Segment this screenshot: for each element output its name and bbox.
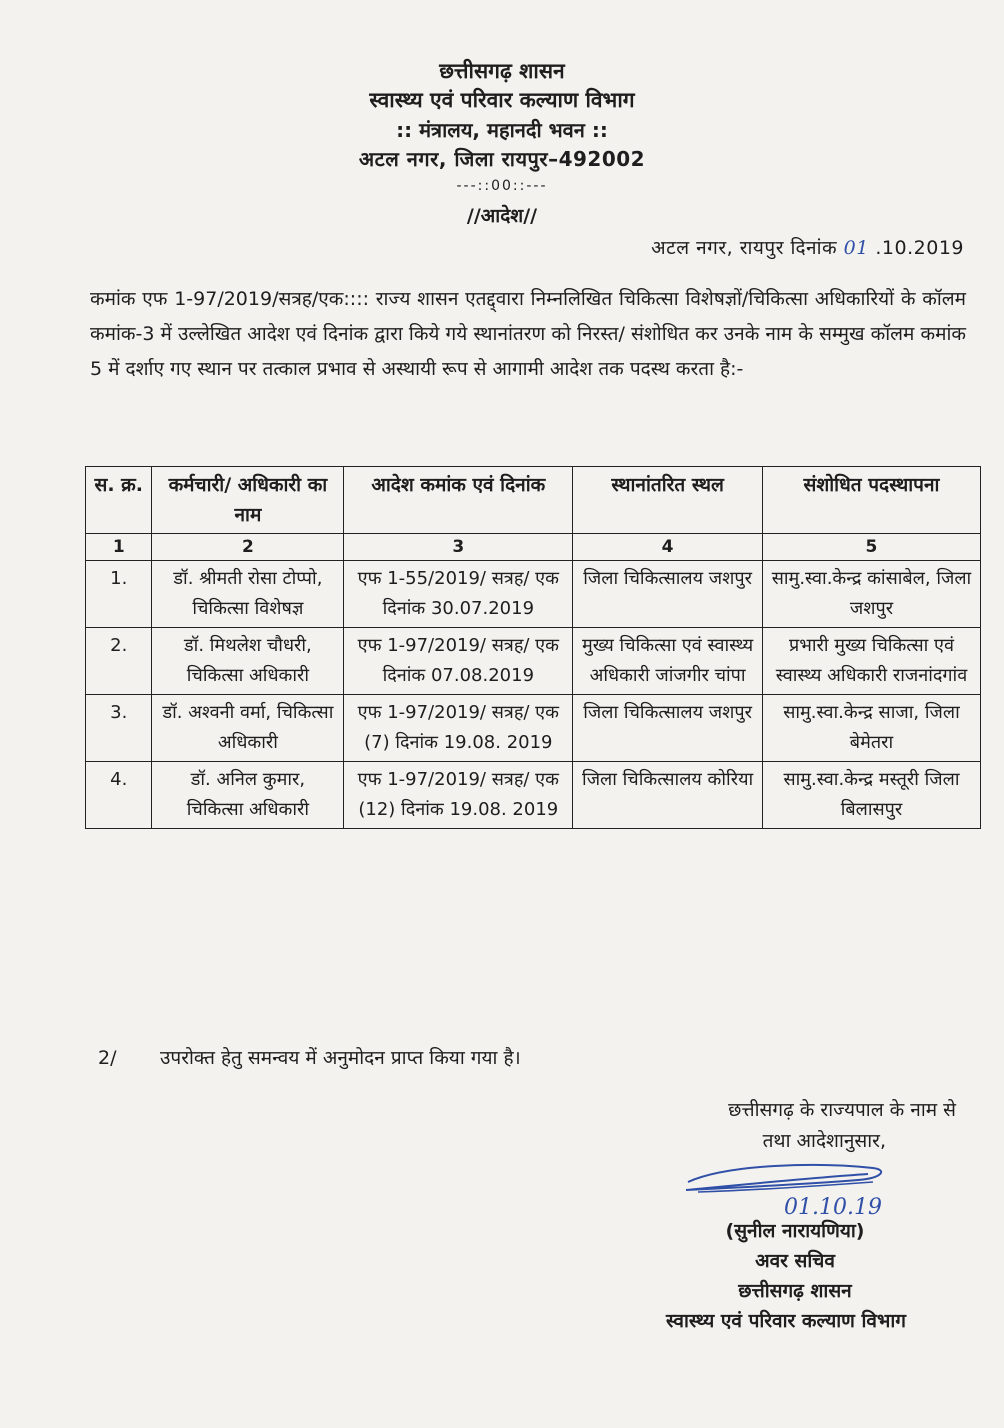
signatory-name: (सुनील नारायणिया) (725, 1220, 865, 1242)
row-serial: 3. (86, 695, 152, 762)
by-order-line: तथा आदेशानुसार, (762, 1130, 886, 1152)
header-revised-posting: संशोधित पदस्थापना (762, 467, 980, 534)
date-line (651, 234, 964, 260)
column-number: 3 (344, 534, 573, 561)
header-name: कर्मचारी/ अधिकारी का नाम (152, 467, 344, 534)
date-suffix: .10.2019 (875, 237, 964, 259)
address-line: अटल नगर, जिला रायपुर–492002 (358, 147, 646, 171)
row-transferred-to: जिला चिकित्सालय कोरिया (573, 762, 763, 829)
table-row (86, 628, 981, 695)
date-prefix: अटल नगर, रायपुर दिनांक (651, 237, 838, 259)
signatory-department: स्वास्थ्य एवं परिवार कल्याण विभाग (666, 1310, 906, 1332)
row-revised-posting: सामु.स्वा.केन्द्र साजा, जिला बेमेतरा (762, 695, 980, 762)
row-revised-posting: सामु.स्वा.केन्द्र कांसाबेल, जिला जशपुर (762, 561, 980, 628)
row-order: एफ 1-55/2019/ सत्रह/ एक दिनांक 30.07.2019 (344, 561, 573, 628)
governor-name-line: छत्तीसगढ़ के राज्यपाल के नाम से (728, 1099, 956, 1121)
table-header-row (86, 467, 981, 534)
note-number: 2/ (98, 1047, 117, 1069)
order-body-paragraph: कमांक एफ 1-97/2019/सत्रह/एक:::: राज्य शासन एतद्द्वारा निम्नलिखित चिकित्सा विशेषज्ञों/चिकित्सा अधिकारियों के कॉलम कमांक-3 में उल्लेखित आदेश एवं दिनांक द्वारा किये गये स्थानांतरण को निरस्त/ संशोधित कर उनके नाम के सम्मुख कॉलम कमांक 5 में दर्शाए गए स्थान पर तत्काल प्रभाव से अस्थायी रूप से आगामी आदेश तक पदस्थ करता है:- (90, 288, 966, 380)
table-row (86, 762, 981, 829)
row-name: डॉ. मिथलेश चौधरी, चिकित्सा अधिकारी (152, 628, 344, 695)
note-text: उपरोक्त हेतु समन्वय में अनुमोदन प्राप्त किया गया है। (160, 1047, 521, 1069)
table-row (86, 561, 981, 628)
signature-stroke (686, 1165, 881, 1190)
column-number: 1 (86, 534, 152, 561)
column-number: 5 (762, 534, 980, 561)
table-row (86, 695, 981, 762)
signatory-designation: अवर सचिव (755, 1250, 835, 1272)
transfer-table (85, 466, 981, 829)
signatory-org: छत्तीसगढ़ शासन (738, 1280, 852, 1302)
header-transferred-to: स्थानांतरित स्थल (573, 467, 763, 534)
row-revised-posting: सामु.स्वा.केन्द्र मस्तूरी जिला बिलासपुर (762, 762, 980, 829)
row-name: डॉ. अनिल कुमार, चिकित्सा अधिकारी (152, 762, 344, 829)
column-number-row (86, 534, 981, 561)
row-name: डॉ. श्रीमती रोसा टोप्पो, चिकित्सा विशेषज्ञ (152, 561, 344, 628)
approval-note (98, 1044, 521, 1070)
header-separator: ---::00::--- (456, 178, 548, 194)
row-serial: 1. (86, 561, 152, 628)
column-number: 2 (152, 534, 344, 561)
row-order: एफ 1-97/2019/ सत्रह/ एक (12) दिनांक 19.08. 2019 (344, 762, 573, 829)
row-order: एफ 1-97/2019/ सत्रह/ एक (7) दिनांक 19.08. 2019 (344, 695, 573, 762)
row-serial: 2. (86, 628, 152, 695)
ministry-building: :: मंत्रालय, महानदी भवन :: (396, 118, 608, 142)
handwritten-signature (668, 1160, 908, 1220)
column-number: 4 (573, 534, 763, 561)
order-title: //आदेश// (466, 205, 538, 227)
government-name: छत्तीसगढ़ शासन (439, 59, 565, 83)
row-transferred-to: जिला चिकित्सालय जशपुर (573, 695, 763, 762)
row-name: डॉ. अश्वनी वर्मा, चिकित्सा अधिकारी (152, 695, 344, 762)
row-order: एफ 1-97/2019/ सत्रह/ एक दिनांक 07.08.2019 (344, 628, 573, 695)
signature-date: 01.10.19 (784, 1195, 882, 1220)
header-order: आदेश कमांक एवं दिनांक (344, 467, 573, 534)
department-name: स्वास्थ्य एवं परिवार कल्याण विभाग (369, 88, 635, 112)
header-serial: स. क्र. (86, 467, 152, 534)
handwritten-day: 01 (843, 237, 869, 259)
row-transferred-to: मुख्य चिकित्सा एवं स्वास्थ्य अधिकारी जांजगीर चांपा (573, 628, 763, 695)
row-serial: 4. (86, 762, 152, 829)
row-transferred-to: जिला चिकित्सालय जशपुर (573, 561, 763, 628)
row-revised-posting: प्रभारी मुख्य चिकित्सा एवं स्वास्थ्य अधिकारी राजनांदगांव (762, 628, 980, 695)
